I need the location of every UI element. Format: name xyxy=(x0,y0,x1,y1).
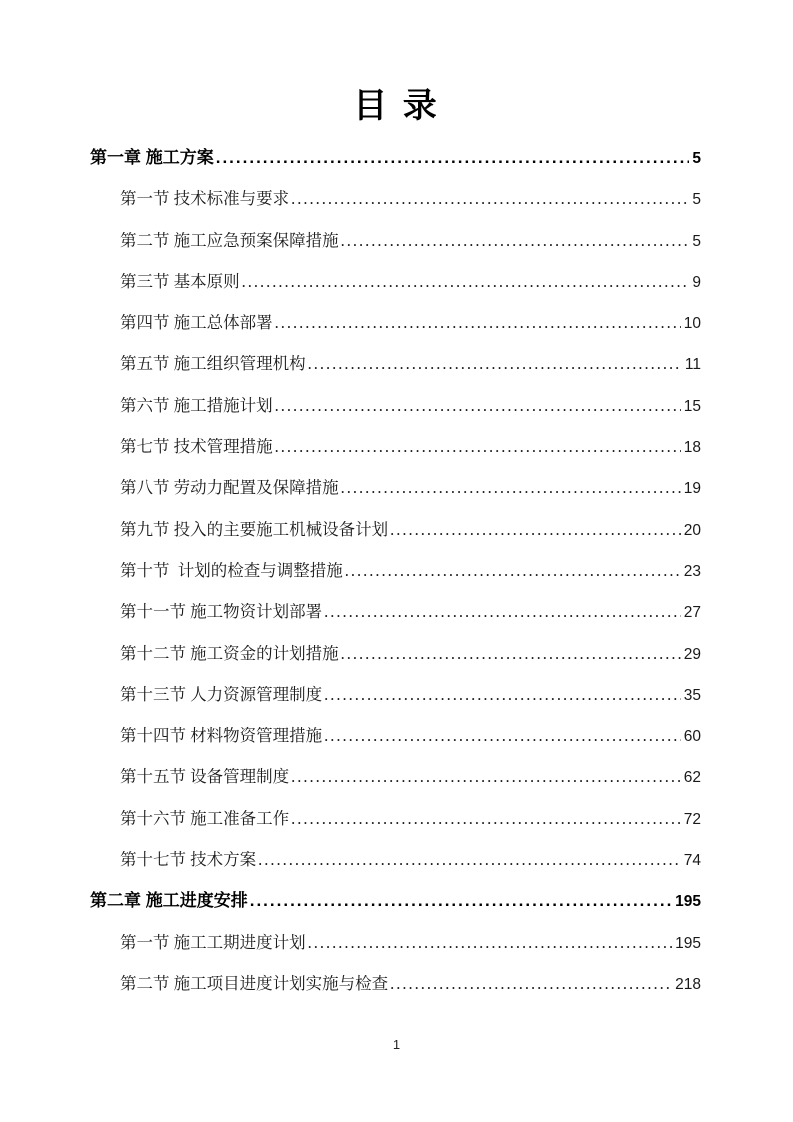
toc-entry-label: 第六节 施工措施计划 xyxy=(120,395,273,415)
toc-entry-label: 第五节 施工组织管理机构 xyxy=(120,354,306,374)
toc-entry-page-number: 10 xyxy=(683,315,701,333)
toc-entry[interactable] xyxy=(90,674,701,715)
toc-entry-page-number: 195 xyxy=(675,934,701,952)
toc-entry[interactable] xyxy=(90,302,701,343)
toc-entry[interactable] xyxy=(90,756,701,797)
toc-dot-leader xyxy=(291,756,681,797)
toc-entry[interactable] xyxy=(90,467,701,508)
toc-entry-page-number: 74 xyxy=(683,852,701,870)
toc-entry[interactable] xyxy=(90,798,701,839)
toc-entry[interactable] xyxy=(90,715,701,756)
toc-entry-label: 第一节 施工工期进度计划 xyxy=(120,932,306,952)
toc-entry-label: 第十七节 技术方案 xyxy=(120,850,257,870)
toc-entry-page-number: 27 xyxy=(683,604,701,622)
toc-dot-leader xyxy=(390,509,681,550)
toc-entry-label: 第二节 施工应急预案保障措施 xyxy=(120,230,339,250)
toc-entry[interactable] xyxy=(90,963,701,1004)
toc-entry-label: 第一章 施工方案 xyxy=(90,148,214,167)
toc-dot-leader xyxy=(275,385,681,426)
page-number-footer: 1 xyxy=(392,1037,401,1052)
toc-dot-leader xyxy=(324,674,681,715)
toc-dot-leader xyxy=(308,343,682,384)
toc-entry-label: 第九节 投入的主要施工机械设备计划 xyxy=(120,519,389,539)
toc-entry-label: 第二节 施工项目进度计划实施与检查 xyxy=(120,973,389,993)
toc-entry-page-number: 60 xyxy=(683,728,701,746)
toc-entry-page-number: 11 xyxy=(684,356,701,374)
toc-entry-label: 第十二节 施工资金的计划措施 xyxy=(120,643,339,663)
toc-entry-label: 第一节 技术标准与要求 xyxy=(120,189,290,209)
toc-dot-leader xyxy=(324,715,681,756)
toc-dot-leader xyxy=(291,178,689,219)
toc-dot-leader xyxy=(250,880,672,921)
toc-dot-leader xyxy=(242,261,690,302)
toc-entry-page-number: 15 xyxy=(683,397,701,415)
toc-entry-page-number: 195 xyxy=(675,893,701,911)
toc-entry-label: 第七节 技术管理措施 xyxy=(120,437,273,457)
toc-entry[interactable] xyxy=(90,343,701,384)
toc-entry-page-number: 9 xyxy=(692,273,701,291)
toc-dot-leader xyxy=(291,798,681,839)
toc-dot-leader xyxy=(341,633,681,674)
toc-entry-page-number: 218 xyxy=(675,975,701,993)
toc-entry-page-number: 5 xyxy=(692,150,701,167)
toc-entry-label: 第十一节 施工物资计划部署 xyxy=(120,602,323,622)
toc-dot-leader xyxy=(258,839,681,880)
toc-entry-page-number: 5 xyxy=(692,232,701,250)
toc-entry-page-number: 23 xyxy=(683,562,701,580)
toc-entry-page-number: 72 xyxy=(683,810,701,828)
toc-entry[interactable] xyxy=(90,550,701,591)
toc-entry-label: 第十五节 设备管理制度 xyxy=(120,767,290,787)
toc-entry-page-number: 19 xyxy=(683,480,701,498)
toc-dot-leader xyxy=(324,591,681,632)
toc-entry[interactable] xyxy=(90,137,701,178)
toc-dot-leader xyxy=(308,922,673,963)
toc-entry-page-number: 35 xyxy=(683,686,701,704)
toc-dot-leader xyxy=(345,550,681,591)
toc-dot-leader xyxy=(341,467,681,508)
toc-entry[interactable] xyxy=(90,922,701,963)
toc-entry[interactable] xyxy=(90,261,701,302)
toc-entry-label: 第二章 施工进度安排 xyxy=(90,891,248,911)
toc-entry-page-number: 62 xyxy=(683,769,701,787)
toc-entry[interactable] xyxy=(90,880,701,921)
toc-dot-leader xyxy=(341,220,690,261)
toc-entry[interactable] xyxy=(90,385,701,426)
toc-entry[interactable] xyxy=(90,633,701,674)
toc-entry-label: 第十节 计划的检查与调整措施 xyxy=(120,560,343,580)
toc-dot-leader xyxy=(216,137,690,178)
toc-entry-page-number: 5 xyxy=(692,191,701,209)
toc-entry[interactable] xyxy=(90,509,701,550)
toc-entry-label: 第三节 基本原则 xyxy=(120,271,240,291)
toc-dot-leader xyxy=(275,302,681,343)
document-title: 目 录 xyxy=(353,87,440,125)
toc-entry-label: 第八节 劳动力配置及保障措施 xyxy=(120,478,339,498)
toc-dot-leader xyxy=(390,963,672,1004)
toc-entry-label: 第四节 施工总体部署 xyxy=(120,313,273,333)
toc-entry-page-number: 20 xyxy=(683,521,701,539)
toc-entry[interactable] xyxy=(90,591,701,632)
toc-entry-label: 第十六节 施工准备工作 xyxy=(120,808,290,828)
toc-entry[interactable] xyxy=(90,839,701,880)
toc-entry-page-number: 29 xyxy=(683,645,701,663)
toc-entry[interactable] xyxy=(90,426,701,467)
toc-list xyxy=(90,137,701,1004)
toc-entry[interactable] xyxy=(90,178,701,219)
toc-entry[interactable] xyxy=(90,220,701,261)
toc-entry-label: 第十三节 人力资源管理制度 xyxy=(120,684,323,704)
toc-entry-page-number: 18 xyxy=(683,439,701,457)
toc-entry-label: 第十四节 材料物资管理措施 xyxy=(120,726,323,746)
toc-dot-leader xyxy=(275,426,681,467)
